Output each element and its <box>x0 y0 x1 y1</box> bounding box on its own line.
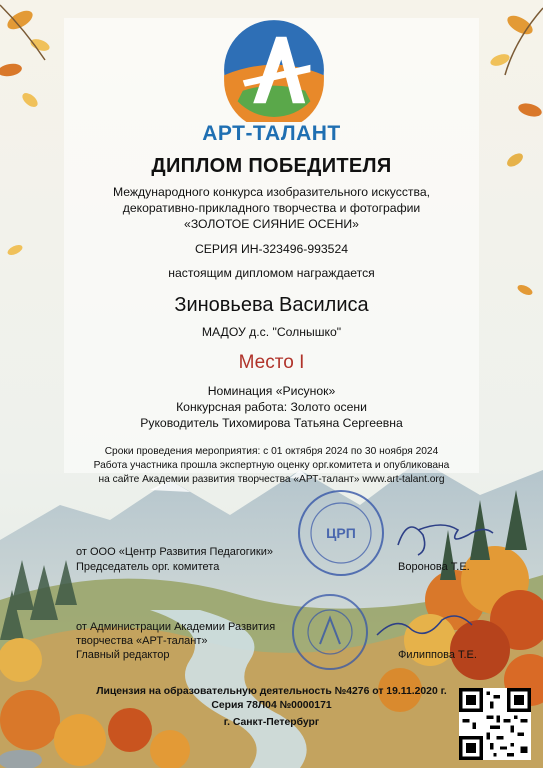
qr-code-icon <box>459 688 531 760</box>
awarded-text: настоящим дипломом награждается <box>168 266 375 280</box>
org2-line-1: от Администрации Академии Развития <box>76 621 276 633</box>
org2-line-3: Главный редактор <box>76 649 170 661</box>
org2-signer: Филиппова Т.Е. <box>398 649 477 661</box>
diploma-title: ДИПЛОМ ПОБЕДИТЕЛЯ <box>151 155 392 177</box>
license-line-2: Серия 78Л04 №0000171 <box>211 700 332 711</box>
recipient-name: Зиновьева Василиса <box>174 294 369 316</box>
award-place: Место I <box>238 352 305 373</box>
crp-stamp-icon <box>296 488 386 578</box>
signature-2-icon <box>372 600 482 650</box>
supervisor: Руководитель Тихомирова Татьяна Сергеевна <box>140 416 403 430</box>
stamp-label: ЦРП <box>326 525 356 541</box>
brand-name: АРТ-ТАЛАНТ <box>202 122 341 145</box>
art-talant-logo-icon <box>222 18 326 122</box>
nomination: Номинация «Рисунок» <box>207 384 336 398</box>
review-line-1: Работа участника прошла экспертную оценку орг.комитета и опубликована <box>93 460 450 471</box>
org1-signer: Воронова Т.Е. <box>398 561 470 573</box>
org2-line-2: творчества «АРТ-талант» <box>76 635 208 647</box>
art-talant-stamp-icon <box>290 592 370 672</box>
review-line-2: на сайте Академии развития творчества «АРТ-талант» www.art-talant.org <box>98 474 445 485</box>
org1-line-2: Председатель орг. комитета <box>76 561 220 573</box>
signature-1-icon <box>388 505 498 565</box>
series-number: СЕРИЯ ИН-323496-993524 <box>194 242 349 256</box>
contest-name: «ЗОЛОТОЕ СИЯНИЕ ОСЕНИ» <box>184 217 359 231</box>
license-line-1: Лицензия на образовательную деятельность №4276 от 19.11.2020 г. <box>96 686 447 697</box>
org1-line-1: от ООО «Центр Развития Педагогики» <box>76 546 273 558</box>
contest-work: Конкурсная работа: Золото осени <box>176 400 367 414</box>
license-city: г. Санкт-Петербург <box>223 717 320 728</box>
contest-line-1: Международного конкурса изобразительного искусства, <box>112 185 431 199</box>
event-dates: Сроки проведения мероприятия: с 01 октября 2024 по 30 ноября 2024 <box>104 446 439 457</box>
contest-line-2: декоративно-прикладного творчества и фотографии <box>122 201 421 215</box>
institution-name: МАДОУ д.с. "Солнышко" <box>201 325 342 339</box>
